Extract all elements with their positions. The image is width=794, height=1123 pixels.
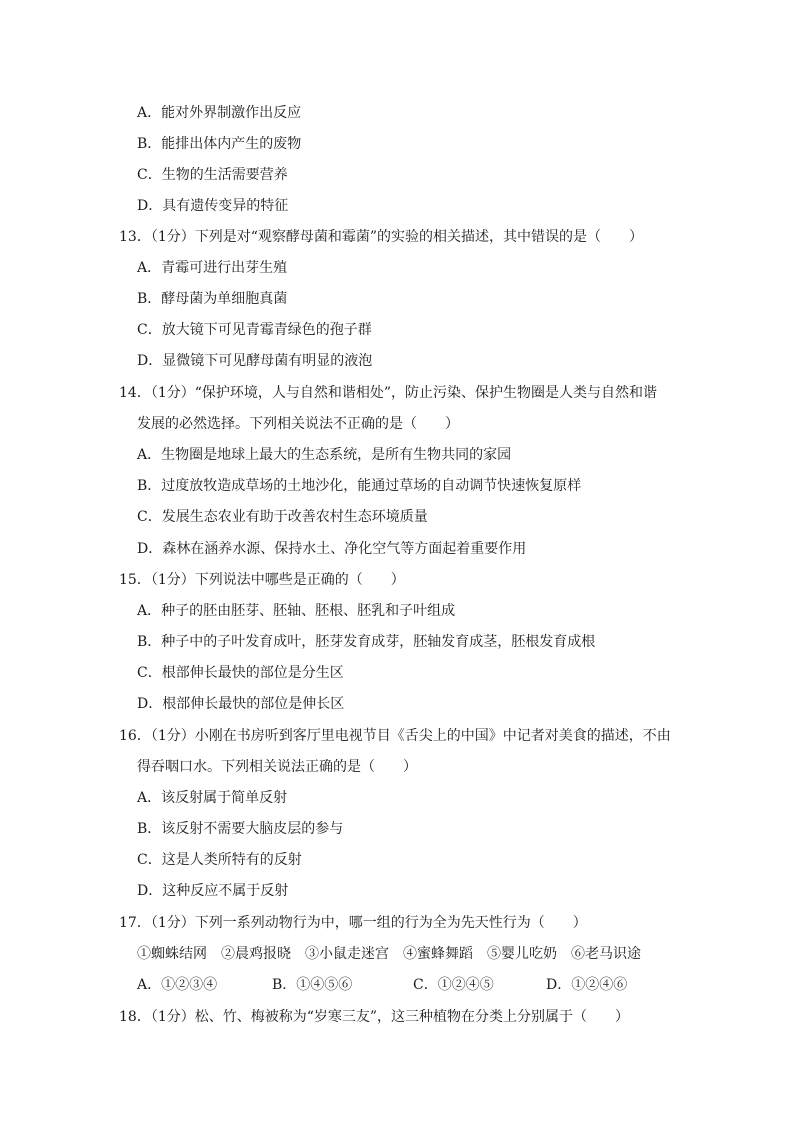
q17-choices bbox=[137, 975, 627, 995]
q16-option-a: A．该反射属于简单反射 bbox=[137, 790, 288, 806]
q15-stem: 15．（1分）下列说法中哪些是正确的（ ） bbox=[119, 572, 405, 588]
q17-stem: 17．（1分）下列一系列动物行为中，哪一组的行为全为先天性行为（ ） bbox=[119, 915, 587, 931]
q16-stem-line2: 得吞咽口水。下列相关说法正确的是（ ） bbox=[137, 759, 417, 775]
q14-option-c: C．发展生态农业有助于改善农村生态环境质量 bbox=[137, 509, 428, 525]
q15-option-c: C．根部伸长最快的部位是分生区 bbox=[137, 665, 344, 681]
q13-option-b: B．酵母菌为单细胞真菌 bbox=[137, 291, 288, 307]
q13-option-a: A．青霉可进行出芽生殖 bbox=[137, 260, 288, 276]
q12-option-a: A．能对外界制激作出反应 bbox=[137, 105, 302, 121]
q16-option-d: D．这种反应不属于反射 bbox=[137, 883, 289, 899]
q16-stem-line1: 16．（1分）小刚在书房听到客厅里电视节目《舌尖上的中国》中记者对美食的描述，不由 bbox=[119, 728, 671, 744]
q12-option-c: C．生物的生活需要营养 bbox=[137, 167, 288, 183]
q18-stem: 18．（1分）松、竹、梅被称为“岁寒三友”，这三种植物在分类上分别属于（ ） bbox=[119, 1009, 630, 1025]
q12-option-d: D．具有遗传变异的特征 bbox=[137, 198, 289, 214]
q16-option-c: C．这是人类所特有的反射 bbox=[137, 852, 302, 868]
q15-option-b: B．种子中的子叶发育成叶，胚芽发育成芽，胚轴发育成茎，胚根发育成根 bbox=[137, 634, 596, 650]
q17-choice-b: B．①④⑤⑥ bbox=[272, 977, 353, 993]
q14-option-a: A．生物圈是地球上最大的生态系统，是所有生物共同的家园 bbox=[137, 447, 512, 463]
q14-option-d: D．森林在涵养水源、保持水土、净化空气等方面起着重要作用 bbox=[137, 541, 527, 557]
q14-stem-line1: 14．（1分）“保护环境，人与自然和谐相处”，防止污染、保护生物圈是人类与自然和谐 bbox=[119, 385, 658, 401]
q14-stem-line2: 发展的必然选择。下列相关说法不正确的是（ ） bbox=[137, 416, 459, 432]
q12-option-b: B．能排出体内产生的废物 bbox=[137, 136, 302, 152]
q14-option-b: B．过度放牧造成草场的土地沙化，能通过草场的自动调节快速恢复原样 bbox=[137, 478, 582, 494]
q15-option-a: A．种子的胚由胚芽、胚轴、胚根、胚乳和子叶组成 bbox=[137, 603, 456, 619]
q13-option-d: D．显微镜下可见酵母菌有明显的液泡 bbox=[137, 353, 373, 369]
q16-option-b: B．该反射不需要大脑皮层的参与 bbox=[137, 821, 344, 837]
q17-choice-a: A．①②③④ bbox=[137, 977, 218, 993]
q17-items: ①蜘蛛结网 ②晨鸡报晓 ③小鼠走迷宫 ④蜜蜂舞蹈 ⑤婴儿吃奶 ⑥老马识途 bbox=[137, 946, 641, 962]
q17-choice-c: C．①②④⑤ bbox=[413, 977, 494, 993]
q17-choice-d: D．①②④⑥ bbox=[546, 977, 628, 993]
q13-stem: 13．（1分）下列是对“观察酵母菌和霉菌”的实验的相关描述，其中错误的是（ ） bbox=[119, 229, 644, 245]
q15-option-d: D．根部伸长最快的部位是伸长区 bbox=[137, 696, 345, 712]
q13-option-c: C．放大镜下可见青霉青绿色的孢子群 bbox=[137, 322, 372, 338]
